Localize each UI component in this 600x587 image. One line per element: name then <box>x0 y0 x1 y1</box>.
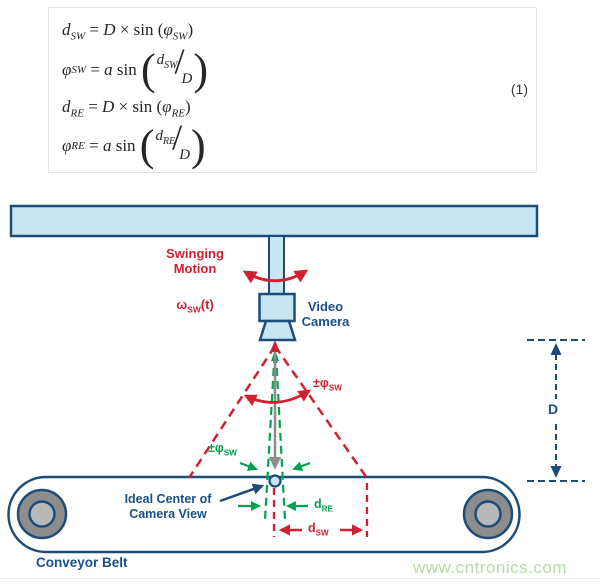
ideal-center-line1: Ideal Center of <box>124 492 212 506</box>
video-camera-line1: Video <box>307 299 344 314</box>
eq-fraction <box>155 116 191 163</box>
eq-sub: RE <box>70 107 84 120</box>
d-dim-arrow-up <box>551 343 562 355</box>
eq-sub: SW <box>70 30 86 43</box>
watermark: www.cntronics.com <box>413 558 567 577</box>
ceiling-beam <box>11 206 537 236</box>
eq-op: × sin ( <box>115 20 164 39</box>
eq-sub: SW <box>71 64 87 76</box>
eq-op: ) <box>185 97 191 116</box>
eq-sub: SW <box>164 59 178 71</box>
eq-op: sin <box>111 136 140 155</box>
omega-sw-label <box>140 297 250 318</box>
eq-var: a <box>102 136 112 155</box>
equation-phire: φ RE = a sin ( $d_{RE}/D$ ) <box>62 116 206 170</box>
eq-op: × sin ( <box>114 97 163 116</box>
d-sw-symbol: d <box>308 521 316 535</box>
eq-var: d <box>62 20 71 39</box>
omega-sub: SW <box>187 304 201 315</box>
eq-op: sin <box>112 60 142 79</box>
phi-red-sub: SW <box>328 383 342 393</box>
eq-sub: RE <box>71 140 85 152</box>
eq-var: d <box>62 97 71 116</box>
eq-op: = <box>83 97 103 116</box>
swinging-motion-line1: Swinging <box>166 246 224 261</box>
d-dim-arrow-down <box>551 466 562 478</box>
video-camera-line2: Camera <box>301 314 350 329</box>
camera-mount-pole <box>269 236 284 296</box>
d-re-symbol: d <box>314 497 322 511</box>
green-angle-arrow-right <box>294 463 310 469</box>
eq-var: a <box>104 60 113 79</box>
diagram-canvas <box>0 195 600 587</box>
eq-var: D <box>102 97 115 116</box>
eq-op: = <box>85 20 104 39</box>
phi-sw-green-label <box>208 441 237 461</box>
eq-op: ) <box>187 20 194 39</box>
equation-phisw: φ SW = a sin ( $d_{SW}/D$ ) <box>62 40 209 94</box>
phi-green-sub: SW <box>223 448 237 458</box>
eq-fraction <box>156 40 193 87</box>
omega-symbol: ω <box>176 297 188 312</box>
video-camera-label <box>283 299 368 329</box>
red-cone-right-line <box>275 346 367 478</box>
eq-slash: / <box>172 116 183 157</box>
bottom-divider <box>0 578 600 579</box>
eq-var: φ <box>62 136 72 155</box>
eq-sub: SW <box>172 30 188 43</box>
conveyor-belt-outline <box>9 477 520 552</box>
eq-sub: RE <box>162 135 176 147</box>
equation-number: (1) <box>510 81 528 97</box>
d-sw-sub: SW <box>315 528 329 538</box>
equation-dsw <box>62 20 193 42</box>
eq-op: = <box>86 60 105 79</box>
eq-var: d <box>155 127 163 144</box>
eq-var: D <box>103 20 116 39</box>
eq-slash: / <box>174 40 185 81</box>
d-re-label <box>314 497 333 517</box>
left-roller-core <box>30 502 55 527</box>
swinging-motion-line2: Motion <box>173 261 217 276</box>
ideal-center-point <box>270 476 281 487</box>
eq-sub: RE <box>171 107 186 120</box>
eq-op: = <box>84 136 103 155</box>
eq-var: φ <box>163 20 173 39</box>
phi-green-symbol: ±φ <box>208 441 224 455</box>
eq-var: φ <box>62 60 72 79</box>
equation-box <box>48 7 537 173</box>
distance-d-label: D <box>548 401 559 417</box>
green-angle-arrow-left <box>240 463 256 469</box>
omega-tail: (t) <box>200 297 214 312</box>
eq-var: D <box>181 70 193 87</box>
phi-sw-red-label <box>313 376 342 396</box>
right-roller-core <box>476 502 501 527</box>
ideal-center-line2: Camera View <box>129 507 207 521</box>
ideal-center-label <box>93 492 243 522</box>
eq-var: d <box>156 51 165 68</box>
swinging-motion-label <box>140 246 250 276</box>
eq-var: φ <box>162 97 172 116</box>
d-re-sub: RE <box>321 504 333 514</box>
conveyor-belt-label: Conveyor Belt <box>36 555 128 570</box>
eq-var: D <box>179 146 191 163</box>
d-sw-label <box>308 521 329 541</box>
phi-red-symbol: ±φ <box>313 376 329 390</box>
